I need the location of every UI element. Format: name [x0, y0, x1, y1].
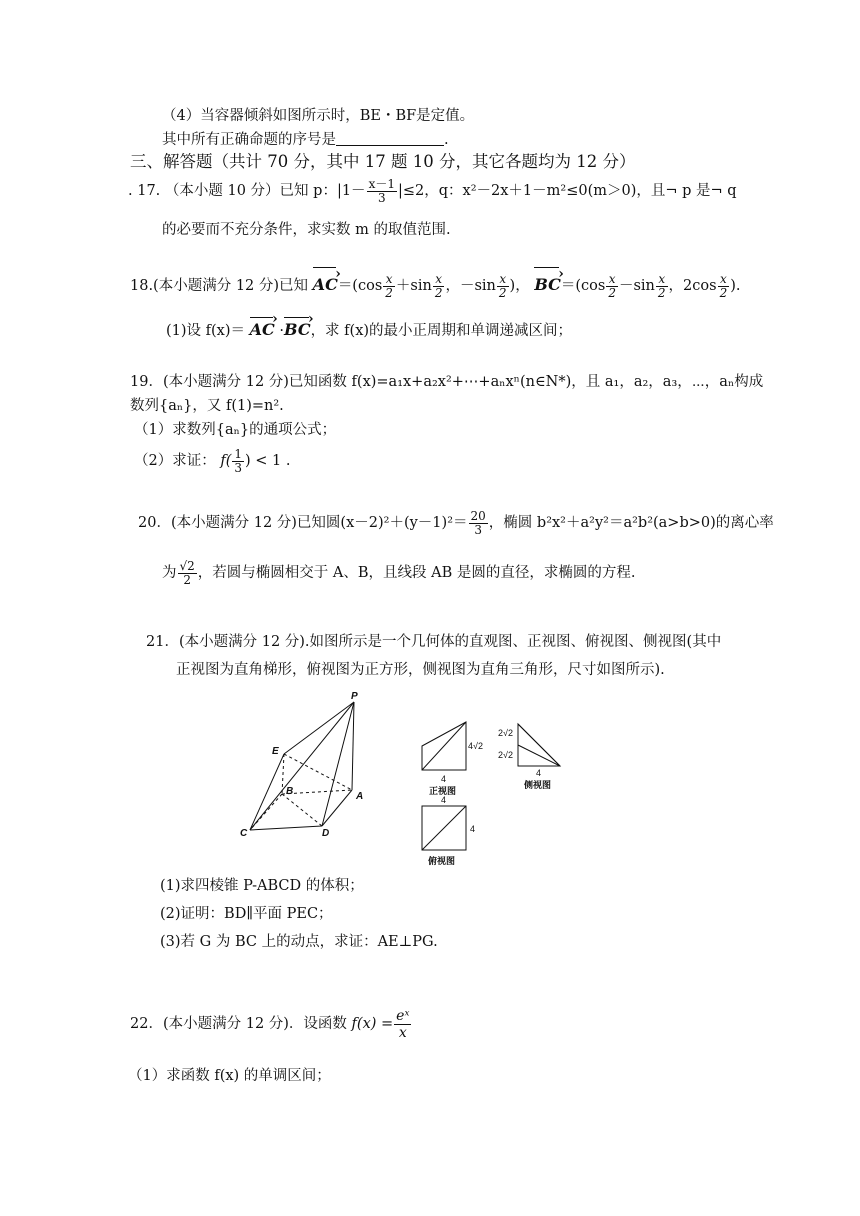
frac-den: x — [398, 1024, 407, 1041]
frac-num: 20 — [470, 508, 486, 523]
frac-num: x — [433, 273, 445, 287]
q22-fraction — [394, 1008, 411, 1041]
edge-ec — [250, 754, 284, 830]
frac-num: 1 — [234, 446, 243, 461]
q16-answer-prompt: 其中所有正确命题的序号是 — [162, 132, 336, 148]
edge-pc — [250, 702, 354, 830]
q20-lead: 20．(本小题满分 12 分)已知圆(x－2)²＋(y－1)²＝ — [138, 515, 468, 531]
hidden-edges — [250, 754, 352, 830]
frac-num: √2 — [179, 558, 195, 573]
frac-num: x — [383, 273, 395, 287]
q21-line1: 21．(本小题满分 12 分).如图所示是一个几何体的直观图、正视图、俯视图、侧视图(其中 — [146, 634, 722, 650]
q22-lead: 22．(本小题满分 12 分)．设函数 — [130, 1016, 347, 1032]
dim-label: 4 — [441, 795, 447, 805]
q16-answer-line — [162, 130, 449, 150]
q16-answer-tail: . — [444, 132, 449, 148]
q20-tail: ，椭圆 b²x²＋a²y²＝a²b²(a>b>0)的离心率 — [488, 515, 774, 531]
side-view-label: 侧视图 — [524, 780, 552, 790]
q18-sub1 — [166, 316, 572, 343]
vertex-label: A — [356, 791, 364, 802]
q17-fraction — [367, 178, 397, 205]
q22-fx: f(x) = — [351, 1016, 394, 1032]
frac-den: 2 — [434, 285, 443, 300]
top-view-label: 俯视图 — [428, 856, 456, 866]
q18-close2: ). — [730, 278, 741, 294]
q18-sub1-lead: (1)设 f(x)＝ — [166, 323, 246, 339]
vector-ac: AC › — [313, 266, 338, 302]
dim-label: 4 — [441, 774, 447, 784]
q18-close1: )， — [509, 278, 530, 294]
frac-num: eˣ — [396, 1007, 410, 1024]
q18-sub1-tail: ，求 f(x)的最小正周期和单调递减区间； — [310, 323, 573, 339]
q19-sub2 — [134, 444, 290, 478]
q21-sub1: (1)求四棱锥 P-ABCD 的体积； — [160, 878, 364, 894]
answer-blank — [336, 131, 444, 146]
front-view-labels — [429, 741, 483, 796]
vector-bc: BC › — [534, 266, 561, 302]
q18-frac — [383, 273, 395, 300]
q18-plus-sin: ＋sin — [395, 278, 432, 294]
vertex-label: D — [322, 828, 330, 839]
q18-frac — [433, 273, 445, 300]
q17-frac-num: x－1 — [368, 176, 395, 191]
vertex-label: P — [351, 691, 358, 702]
q19-sub2-tail: ) < 1 . — [245, 453, 291, 469]
q18-frac — [606, 273, 618, 300]
dim-label: 2√2 — [498, 728, 513, 738]
dim-label: 4√2 — [468, 741, 483, 751]
q17-lead: . 17. （本小题 10 分）已知 p：|1－ — [128, 183, 366, 199]
front-view — [422, 722, 466, 770]
q20-fraction — [469, 510, 488, 537]
frac-den: 2 — [608, 285, 616, 300]
q18-frac — [497, 273, 509, 300]
q19-line1: 19．(本小题满分 12 分)已知函数 f(x)=a₁x+a₂x²+⋯+aₙxⁿ(n∈N*)，且 a₁，a₂，a₃，⋯，aₙ构成 — [130, 374, 764, 390]
q21-line2: 正视图为直角梯形，俯视图为正方形，侧视图为直角三角形，尺寸如图所示). — [176, 662, 665, 678]
frac-den: 2 — [719, 285, 728, 300]
frac-den: 2 — [498, 285, 507, 300]
vertex-label: C — [240, 828, 248, 839]
edge-pe — [284, 702, 354, 754]
q17-after-frac: |≤2，q：x²－2x＋1－m²≤0(m＞0)，且¬ p 是¬ q — [397, 183, 737, 199]
vertex-label: E — [272, 746, 279, 757]
q19-sub1: （1）求数列{aₙ}的通项公式； — [134, 422, 337, 438]
q18-minus-sin: ，－sin — [445, 278, 496, 294]
eccentricity-fraction — [178, 560, 197, 587]
q18-frac — [656, 273, 668, 300]
q18-frac — [718, 273, 730, 300]
solid-figure — [250, 702, 354, 830]
edge-pa — [352, 702, 354, 790]
q20-line1 — [138, 506, 774, 540]
vertex-label: B — [286, 786, 294, 797]
q17-line1 — [128, 176, 737, 206]
q21-sub3: (3)若 G 为 BC 上的动点，求证：AE⊥PG. — [160, 934, 438, 950]
q21-sub2: (2)证明：BD∥平面 PEC； — [160, 906, 333, 922]
vector-ac-2: AC › — [250, 316, 275, 342]
frac-den: 3 — [234, 460, 243, 475]
dim-label: 4 — [470, 824, 476, 834]
top-view — [422, 806, 466, 850]
one-third-fraction — [232, 448, 244, 475]
q17-line2: 的必要而不充分条件，求实数 m 的取值范围. — [162, 222, 451, 238]
dim-label: 2√2 — [498, 750, 513, 760]
section-heading: 三、解答题（共计 70 分，其中 17 题 10 分，其它各题均为 12 分） — [130, 152, 636, 171]
q20-line2 — [162, 556, 635, 590]
front-view-label: 正视图 — [429, 786, 457, 796]
q20-line2-lead: 为 — [162, 565, 177, 581]
frac-num: x — [718, 273, 730, 287]
q18-eq1: ＝(cos — [337, 278, 383, 294]
q19-f: f( — [220, 453, 232, 469]
q17-frac-den: 3 — [377, 190, 386, 205]
q22-line1 — [130, 1002, 412, 1046]
q22-sub1: （1）求函数 f(x) 的单调区间； — [128, 1068, 331, 1084]
geometry-figure — [234, 690, 594, 870]
vector-bc-2: BC › — [284, 316, 311, 342]
dim-label: 4 — [536, 768, 542, 778]
q18-minus-sin2: －sin — [618, 278, 655, 294]
frac-num: x — [497, 273, 509, 287]
frac-den: 2 — [183, 572, 191, 587]
frac-den: 2 — [385, 285, 393, 300]
q18-line1 — [130, 266, 740, 303]
frac-den: 2 — [657, 285, 666, 300]
q19-line2: 数列{aₙ}，又 f(1)=n². — [130, 398, 284, 414]
frac-num: x — [656, 273, 668, 287]
q18-eq2: ＝(cos — [560, 278, 606, 294]
q16-item4: （4）当容器倾斜如图所示时，BE・BF是定值。 — [162, 108, 475, 124]
q18-lead: 18.(本小题满分 12 分)已知 — [130, 278, 309, 294]
side-view-labels — [498, 728, 551, 790]
side-view — [518, 724, 560, 766]
frac-den: 3 — [474, 522, 482, 537]
dot-operator: · — [279, 323, 284, 339]
edge-cd — [250, 826, 322, 830]
q20-line2-tail: ，若圆与椭圆相交于 A、B，且线段 AB 是圆的直径，求椭圆的方程. — [197, 565, 636, 581]
q18-two-cos: ，2cos — [668, 278, 717, 294]
q19-sub2-lead: （2）求证： — [134, 453, 216, 469]
frac-num: x — [606, 273, 618, 287]
